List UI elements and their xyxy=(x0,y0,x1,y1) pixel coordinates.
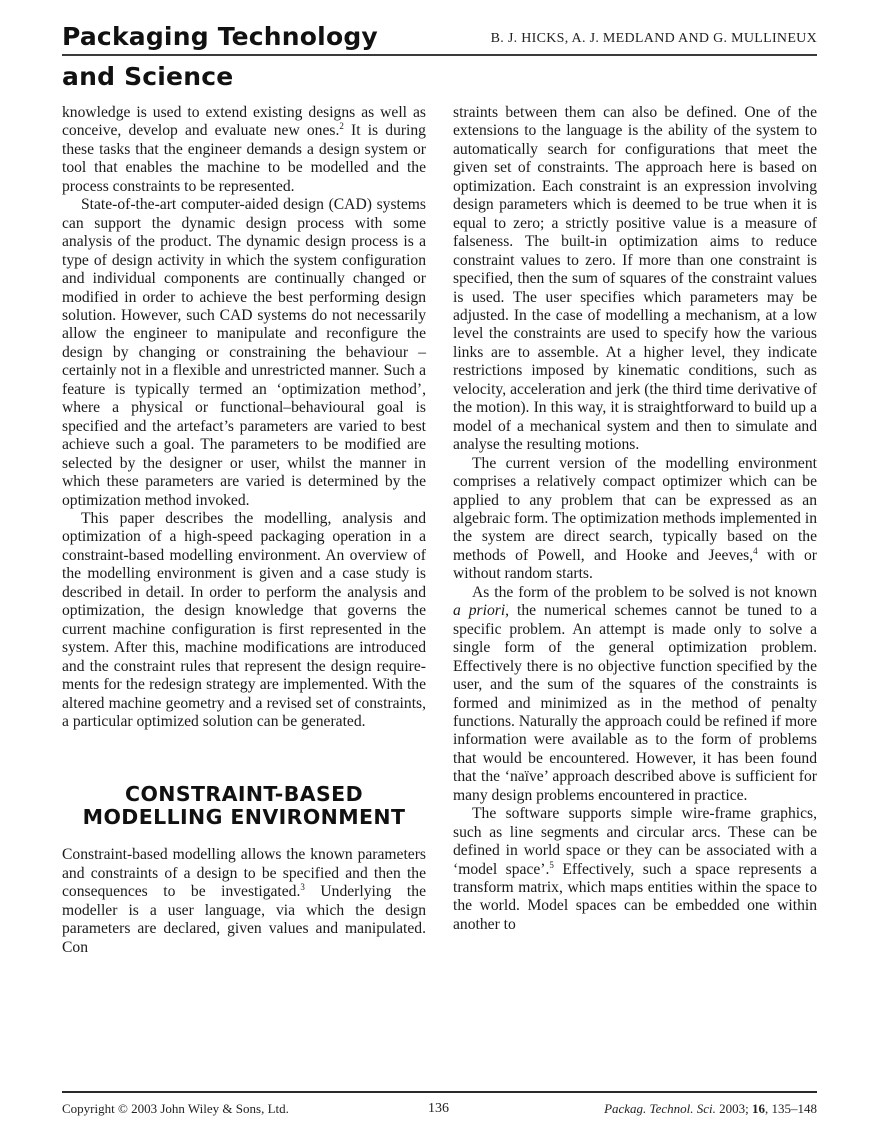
right-column xyxy=(453,104,817,934)
reference-marker[interactable]: 5 xyxy=(549,859,554,870)
left-column xyxy=(62,104,426,957)
journal-title-line2: and Science xyxy=(62,62,234,91)
page-number: 136 xyxy=(428,1101,449,1116)
copyright-notice: Copyright © 2003 John Wiley & Sons, Ltd. xyxy=(62,1101,289,1116)
paragraph: straints between them can also be defined. One of the extensions to the language is the ability of the system to automatically search for configurations that meet the given set of constraints. The approach here is based on optimization. Each constraint is an expression involving design parameters which is deemed to be true when it is equal to zero; a strictly positive value is a measure of falseness. The built-in optimization aims to reduce constraint values to zero. If more than one constraint is specified, then the sum of squares of the constraint values is used. The user specifies which parameters may be adjusted. In the case of modelling a mechanism, at a low level the constraints are used to specify how the various links are to assemble. At a higher level, they indicate restrictions imposed by kinematic conditions, such as velocity, acceleration and jerk (the third time derivative of the motion). In this way, it is straightforward to build up a model of a mechanical system and then to simulate and analyse the resulting motions. xyxy=(453,104,817,454)
reference-marker[interactable]: 2 xyxy=(339,121,344,132)
paragraph: knowledge is used to extend existing designs as well as conceive, develop and evaluate new ones.$^2$ It is during these tasks that the engineer demands a design system or tool that enables the machine to be modelled and the process constraints to be represented. xyxy=(62,104,426,195)
journal-title xyxy=(62,17,378,97)
journal-citation: Packag. Technol. Sci. 2003; 16, 135–148 xyxy=(604,1101,817,1116)
running-head-authors: B. J. HICKS, A. J. MEDLAND AND G. MULLINEUX xyxy=(490,31,817,46)
paragraph: Constraint-based modelling allows the known parameters and constraints of a design to be specified and then the consequences to be investigated.$^3$ Underlying the modeller is a user language, via which the design parameters are declared, given values and manipulated. Con xyxy=(62,846,426,956)
paragraph: State-of-the-art computer-aided design (CAD) systems can support the dynamic design process with some analysis of the product. The dynamic design process is a type of design activity in which the system configuration and individual components are continually changed or modified in order to achieve the best performing design solution. However, such CAD systems do not necessarily allow the engineer to manipulate and reconfigure the design by changing or constraining the behaviour – certainly not in a flexible and unrestricted manner. Such a feature is typically termed an ‘optimization method’, where a physical or functional–behavioural goal is specified and the artefact’s parameters are varied to best achieve such a goal. The parameters to be modified are selected by the designer or user, whilst the manner in which these parameters are varied is determined by the optimization method invoked. xyxy=(62,196,426,509)
paragraph: As the form of the problem to be solved is not known a priori, the numerical schemes cannot be tuned to a specific problem. An attempt is made only to solve a single form of the general optimization problem. Effectively there is no objective function specified by the user, and the sum of the squares of the constraints is formed and minimized as in the method of penalty functions. Naturally the approach could be refined if more information were available as to the form of problems that would be encountered. However, it has been found that the ‘naïve’ approach described above is sufficient for many design problems encountered in practice. xyxy=(453,583,818,804)
journal-title-line1: Packaging Technology xyxy=(62,22,378,51)
header-divider xyxy=(62,54,817,56)
italic-term: a priori xyxy=(453,602,506,620)
paragraph: The software supports simple wire-frame graphics, such as line segments and circular arcs. These can be defined in world space or they can be associated with a ‘model space’.$^5$ Effectively, such a space represents a transform matrix, which maps entities within the space to the world. Model spaces can be embedded one within another to xyxy=(453,805,817,933)
footer-divider xyxy=(62,1091,817,1093)
reference-marker[interactable]: 4 xyxy=(753,545,758,556)
section-heading: CONSTRAINT-BASED MODELLING ENVIRONMENT xyxy=(82,782,406,830)
paragraph: The current version of the modelling environment comprises a relatively compact optimizer which can be applied to any problem that can be expressed as an algebraic form. The optimization methods implemented in the system are direct search, typically based on the methods of Powell, and Hooke and Jeeves,$^4$ with or without random starts. xyxy=(453,454,818,583)
reference-marker[interactable]: 3 xyxy=(300,882,305,893)
page-footer xyxy=(62,1101,817,1121)
paragraph: This paper describes the modelling, analysis and optimization of a high-speed packaging operation in a constraint-based modelling environment. An overview of the modelling environment is given and a case study is described in detail. In order to perform the analysis and optimization, the design knowledge that governs the current machine configuration is first represented in the system. After this, machine modifications are introduced and the constraint rules that represent the design requirements for the redesign strategy are implemented. With the altered machine geometry and a revised set of constraints, a particular optimized solution can be generated. xyxy=(62,509,426,730)
